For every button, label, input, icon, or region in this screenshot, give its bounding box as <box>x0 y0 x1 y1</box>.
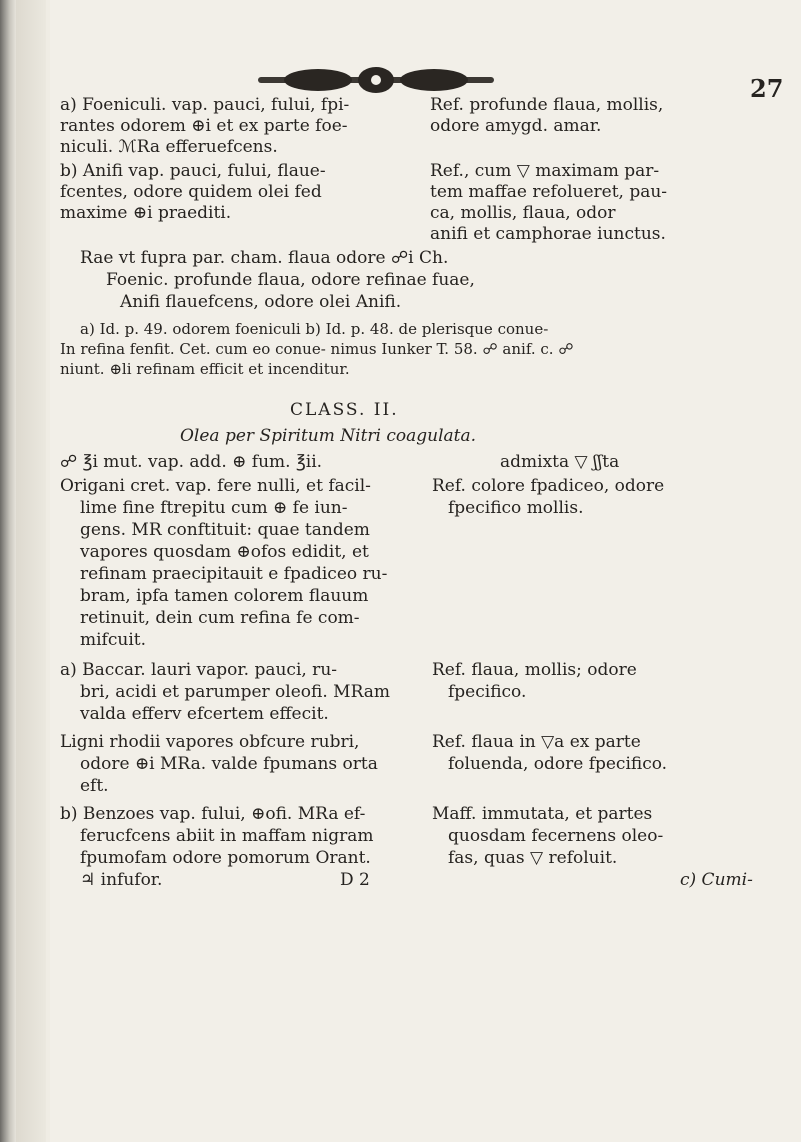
entry-line: Origani cret. vap. fere nulli, et facil- <box>60 476 371 496</box>
catchword: c) Cumi- <box>680 870 753 890</box>
entry-line: fas, quas ▽ refoluit. <box>448 848 618 868</box>
entry-line: mifcuit. <box>80 630 146 650</box>
entry-line: valda efferv efcertem effecit. <box>80 704 329 724</box>
text-line: niculi. ℳRa efferuefcens. <box>60 137 278 157</box>
entry-line: refinam praecipitauit e fpadiceo ru- <box>80 564 388 584</box>
text-line: anifi et camphorae iunctus. <box>430 224 666 244</box>
entry-line: vapores quosdam ⊕ofos edidit, et <box>80 542 369 562</box>
entry-line: b) Benzoes vap. fului, ⊕ofi. MRa ef- <box>60 804 366 824</box>
entry-line: gens. MR conftituit: quae tandem <box>80 520 370 540</box>
signature-mark: D 2 <box>340 870 370 890</box>
entry-line: Ref. flaua, mollis; odore <box>432 660 637 680</box>
entry-line: ♃ infufor. <box>80 870 163 890</box>
class-subheading: Olea per Spiritum Nitri coagulata. <box>180 426 477 446</box>
entry-line: lime fine ftrepitu cum ⊕ fe iun- <box>80 498 348 518</box>
text-line: fcentes, odore quidem olei fed <box>60 182 322 202</box>
entry-line: bri, acidi et parumper oleofi. MRam <box>80 682 391 702</box>
book-edge <box>0 0 16 1142</box>
entry-line: bram, ipfa tamen colorem flauum <box>80 586 369 606</box>
summary-line: Rae vt fupra par. cham. flaua odore ☍i Ch. <box>80 248 449 268</box>
text-line: maxime ⊕i praediti. <box>60 203 232 223</box>
summary-line: Foenic. profunde flaua, odore refinae fuae, <box>106 270 475 290</box>
entry-line: odore ⊕i MRa. valde fpumans orta <box>80 754 378 774</box>
text-line: tem maffae refolueret, pau- <box>430 182 668 202</box>
class-heading: CLASS. II. <box>290 400 399 420</box>
headpiece-ornament <box>258 66 494 94</box>
entry-line: Maff. immutata, et partes <box>432 804 653 824</box>
text-line: Ref. profunde flaua, mollis, <box>430 95 664 115</box>
footnote-line: a) Id. p. 49. odorem foeniculi b) Id. p. 48. de plerisque conue- <box>80 320 549 338</box>
entry-line: retinuit, dein cum refina fe com- <box>80 608 360 628</box>
entry-line: fpumofam odore pomorum Orant. <box>80 848 371 868</box>
intro-line: ☍ ℥i mut. vap. add. ⊕ fum. ℥ii. <box>60 452 323 472</box>
entry-line: Ligni rhodii vapores obfcure rubri, <box>60 732 360 752</box>
entry-line: fpecifico. <box>448 682 527 702</box>
intro-line: admixta ▽ ʃʃta <box>500 452 620 472</box>
text-line: rantes odorem ⊕i et ex parte foe- <box>60 116 348 136</box>
entry-line: Ref. colore fpadiceo, odore <box>432 476 665 496</box>
entry-line: eft. <box>80 776 109 796</box>
text-line: odore amygd. amar. <box>430 116 602 136</box>
text-line: ca, mollis, flaua, odor <box>430 203 616 223</box>
footnote-line: In refina fenfit. Cet. cum eo conue- nimus Iunker T. 58. ☍ anif. c. ☍ <box>60 340 574 358</box>
page-number: 27 <box>750 74 784 103</box>
entry-line: Ref. flaua in ▽a ex parte <box>432 732 641 752</box>
entry-line: ferucfcens abiit in maffam nigram <box>80 826 374 846</box>
page-gutter <box>16 0 46 1142</box>
text-line: Ref., cum ▽ maximam par- <box>430 161 660 181</box>
entry-line: foluenda, odore fpecifico. <box>448 754 668 774</box>
entry-line: a) Baccar. lauri vapor. pauci, ru- <box>60 660 338 680</box>
footnote-line: niunt. ⊕li refinam efficit et incenditur. <box>60 360 350 378</box>
text-line: b) Anifi vap. pauci, fului, flaue- <box>60 161 326 181</box>
entry-line: fpecifico mollis. <box>448 498 584 518</box>
text-line: a) Foeniculi. vap. pauci, fului, fpi- <box>60 95 350 115</box>
entry-line: quosdam fecernens oleo- <box>448 826 664 846</box>
summary-line: Anifi flauefcens, odore olei Anifi. <box>120 292 402 312</box>
